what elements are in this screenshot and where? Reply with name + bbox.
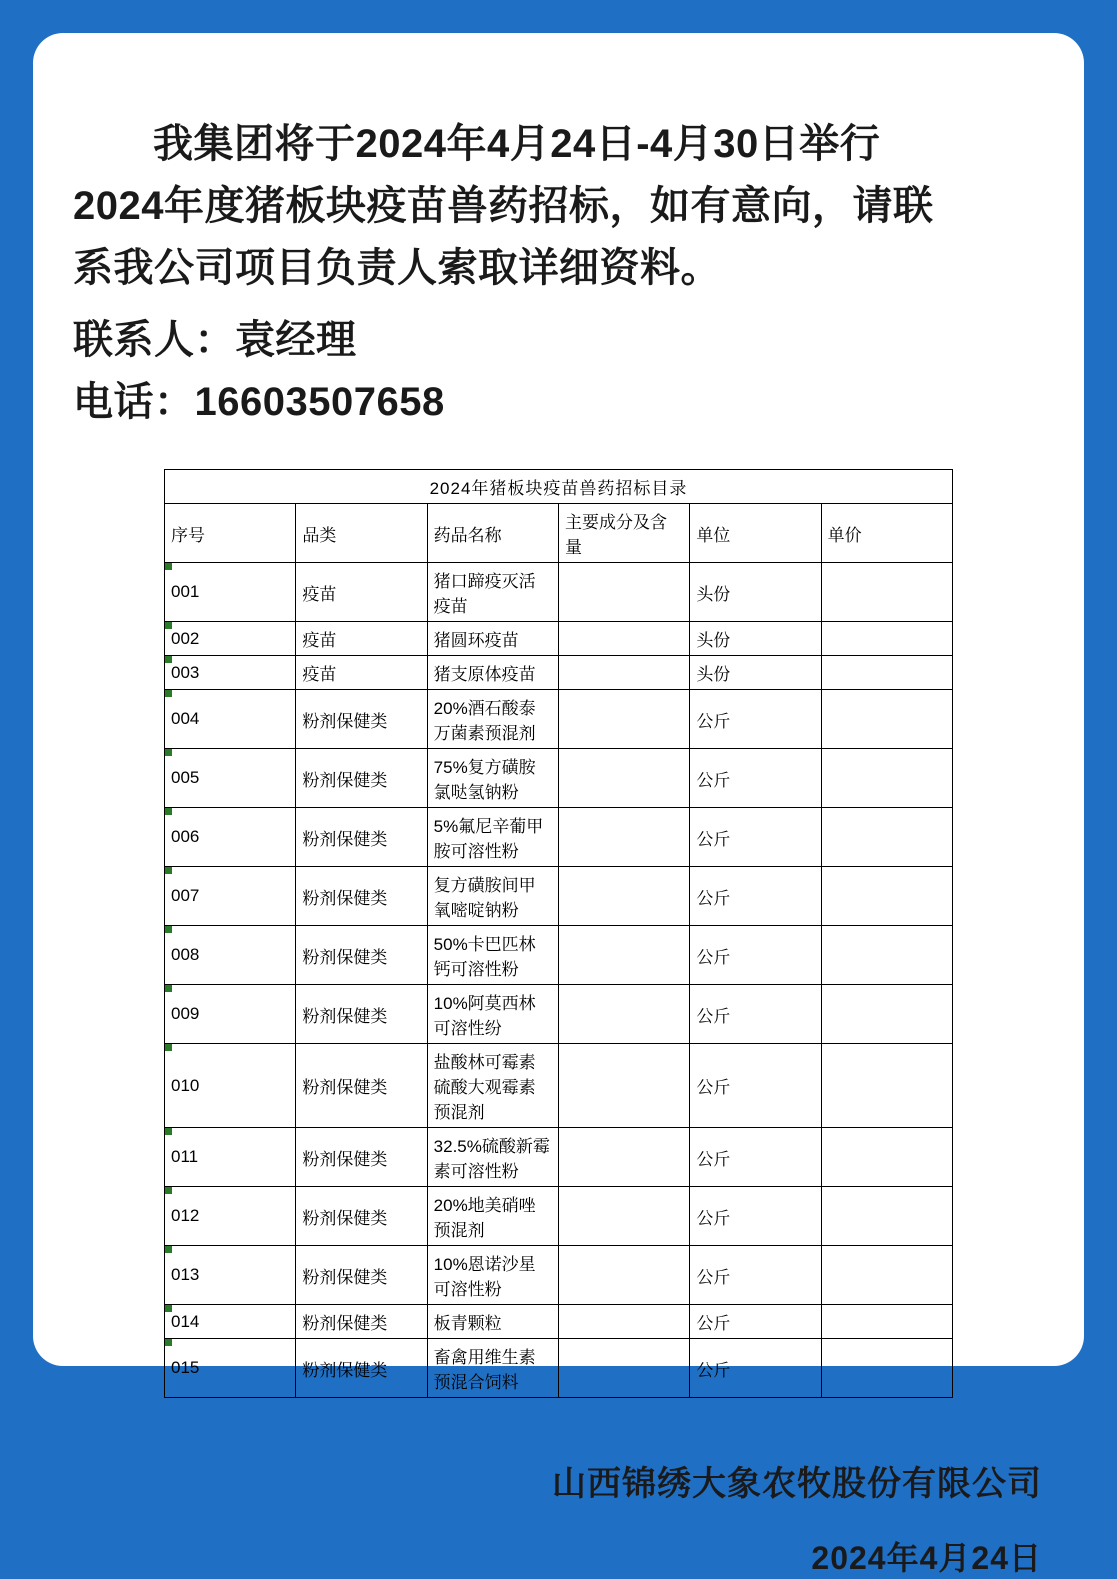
- cell-price: [821, 656, 952, 690]
- notice-line-1: 我集团将于2024年4月24日-4月30日举行: [153, 122, 881, 166]
- table-row: [165, 749, 953, 808]
- cell-price: [821, 563, 952, 622]
- cell-no: 008: [165, 926, 296, 985]
- cell-category: 粉剂保健类: [296, 1305, 427, 1339]
- cell-price: [821, 1339, 952, 1398]
- notice-line-2: 2024年度猪板块疫苗兽药招标，如有意向，请联: [73, 184, 934, 228]
- cell-category: 粉剂保健类: [296, 1187, 427, 1246]
- cell-category: 粉剂保健类: [296, 1246, 427, 1305]
- cell-name: 盐酸林可霉素硫酸大观霉素预混剂: [427, 1044, 558, 1128]
- table-row: [165, 1339, 953, 1398]
- cell-name: 复方磺胺间甲氧嘧啶钠粉: [427, 867, 558, 926]
- cell-name: 猪圆环疫苗: [427, 622, 558, 656]
- cell-category: 粉剂保健类: [296, 1339, 427, 1398]
- cell-unit: 公斤: [690, 1187, 821, 1246]
- cell-ingredient: [558, 985, 689, 1044]
- cell-unit: 公斤: [690, 808, 821, 867]
- cell-unit: 公斤: [690, 749, 821, 808]
- cell-no: 007: [165, 867, 296, 926]
- table-row: [165, 690, 953, 749]
- document-footer: [33, 1456, 1084, 1579]
- cell-unit: 公斤: [690, 1246, 821, 1305]
- cell-category: 粉剂保健类: [296, 985, 427, 1044]
- cell-unit: 公斤: [690, 867, 821, 926]
- cell-name: 10%恩诺沙星可溶性粉: [427, 1246, 558, 1305]
- cell-price: [821, 808, 952, 867]
- cell-unit: 公斤: [690, 690, 821, 749]
- cell-no: 013: [165, 1246, 296, 1305]
- cell-name: 20%地美硝唑预混剂: [427, 1187, 558, 1246]
- cell-price: [821, 1187, 952, 1246]
- cell-no: 012: [165, 1187, 296, 1246]
- contact-block: [73, 309, 1044, 433]
- table-row: [165, 622, 953, 656]
- contact-phone: 电话：16603507658: [73, 380, 445, 424]
- cell-category: 疫苗: [296, 656, 427, 690]
- table-title-row: [165, 470, 953, 504]
- table-title: 2024年猪板块疫苗兽药招标目录: [165, 470, 953, 504]
- cell-no: 006: [165, 808, 296, 867]
- cell-ingredient: [558, 1246, 689, 1305]
- cell-no: 015: [165, 1339, 296, 1398]
- cell-category: 粉剂保健类: [296, 1128, 427, 1187]
- cell-price: [821, 1128, 952, 1187]
- contact-person: 联系人：袁经理: [73, 318, 357, 362]
- column-header-ingredient: 主要成分及含量: [558, 504, 689, 563]
- cell-name: 猪口蹄疫灭活疫苗: [427, 563, 558, 622]
- document-date: 2024年4月24日: [811, 1540, 1042, 1576]
- cell-unit: 头份: [690, 656, 821, 690]
- cell-unit: 公斤: [690, 926, 821, 985]
- notice-body: [33, 33, 1084, 433]
- table-row: [165, 1246, 953, 1305]
- company-name: 山西锦绣大象农牧股份有限公司: [552, 1465, 1042, 1503]
- catalog-table: [164, 469, 953, 1398]
- table-row: [165, 808, 953, 867]
- column-header-price: 单价: [821, 504, 952, 563]
- cell-no: 003: [165, 656, 296, 690]
- cell-ingredient: [558, 563, 689, 622]
- cell-unit: 公斤: [690, 985, 821, 1044]
- cell-price: [821, 985, 952, 1044]
- cell-ingredient: [558, 1187, 689, 1246]
- cell-unit: 公斤: [690, 1305, 821, 1339]
- cell-unit: 公斤: [690, 1339, 821, 1398]
- cell-no: 004: [165, 690, 296, 749]
- cell-no: 010: [165, 1044, 296, 1128]
- cell-ingredient: [558, 656, 689, 690]
- cell-unit: 公斤: [690, 1044, 821, 1128]
- cell-no: 001: [165, 563, 296, 622]
- catalog-table-wrap: [164, 469, 953, 1398]
- table-row: [165, 1044, 953, 1128]
- cell-price: [821, 690, 952, 749]
- cell-price: [821, 867, 952, 926]
- cell-ingredient: [558, 926, 689, 985]
- table-row: [165, 1305, 953, 1339]
- cell-category: 粉剂保健类: [296, 926, 427, 985]
- table-row: [165, 926, 953, 985]
- cell-price: [821, 749, 952, 808]
- table-row: [165, 985, 953, 1044]
- table-row: [165, 563, 953, 622]
- table-row: [165, 1187, 953, 1246]
- column-header-no: 序号: [165, 504, 296, 563]
- notice-line-3: 系我公司项目负责人索取详细资料。: [73, 246, 721, 290]
- cell-no: 014: [165, 1305, 296, 1339]
- cell-no: 009: [165, 985, 296, 1044]
- cell-name: 猪支原体疫苗: [427, 656, 558, 690]
- cell-category: 粉剂保健类: [296, 808, 427, 867]
- cell-unit: 头份: [690, 622, 821, 656]
- cell-name: 板青颗粒: [427, 1305, 558, 1339]
- cell-name: 32.5%硫酸新霉素可溶性粉: [427, 1128, 558, 1187]
- cell-name: 75%复方磺胺氯哒氢钠粉: [427, 749, 558, 808]
- cell-price: [821, 622, 952, 656]
- cell-price: [821, 1305, 952, 1339]
- cell-name: 5%氟尼辛葡甲胺可溶性粉: [427, 808, 558, 867]
- cell-unit: 头份: [690, 563, 821, 622]
- cell-ingredient: [558, 1305, 689, 1339]
- cell-ingredient: [558, 690, 689, 749]
- cell-ingredient: [558, 622, 689, 656]
- cell-category: 疫苗: [296, 622, 427, 656]
- cell-no: 005: [165, 749, 296, 808]
- cell-name: 畜禽用维生素预混合饲料: [427, 1339, 558, 1398]
- cell-name: 10%阿莫西林可溶性纷: [427, 985, 558, 1044]
- column-header-category: 品类: [296, 504, 427, 563]
- column-header-name: 药品名称: [427, 504, 558, 563]
- notice-card: [33, 33, 1084, 1576]
- table-row: [165, 867, 953, 926]
- cell-unit: 公斤: [690, 1128, 821, 1187]
- column-header-unit: 单位: [690, 504, 821, 563]
- cell-ingredient: [558, 1044, 689, 1128]
- cell-price: [821, 926, 952, 985]
- table-row: [165, 656, 953, 690]
- cell-ingredient: [558, 808, 689, 867]
- cell-ingredient: [558, 867, 689, 926]
- cell-price: [821, 1246, 952, 1305]
- cell-category: 疫苗: [296, 563, 427, 622]
- cell-ingredient: [558, 749, 689, 808]
- table-row: [165, 1128, 953, 1187]
- cell-price: [821, 1044, 952, 1128]
- cell-category: 粉剂保健类: [296, 1044, 427, 1128]
- cell-category: 粉剂保健类: [296, 867, 427, 926]
- cell-no: 011: [165, 1128, 296, 1187]
- cell-name: 50%卡巴匹林钙可溶性粉: [427, 926, 558, 985]
- cell-category: 粉剂保健类: [296, 749, 427, 808]
- cell-no: 002: [165, 622, 296, 656]
- table-header-row: [165, 504, 953, 563]
- cell-category: 粉剂保健类: [296, 690, 427, 749]
- cell-name: 20%酒石酸泰万菌素预混剂: [427, 690, 558, 749]
- cell-ingredient: [558, 1339, 689, 1398]
- cell-ingredient: [558, 1128, 689, 1187]
